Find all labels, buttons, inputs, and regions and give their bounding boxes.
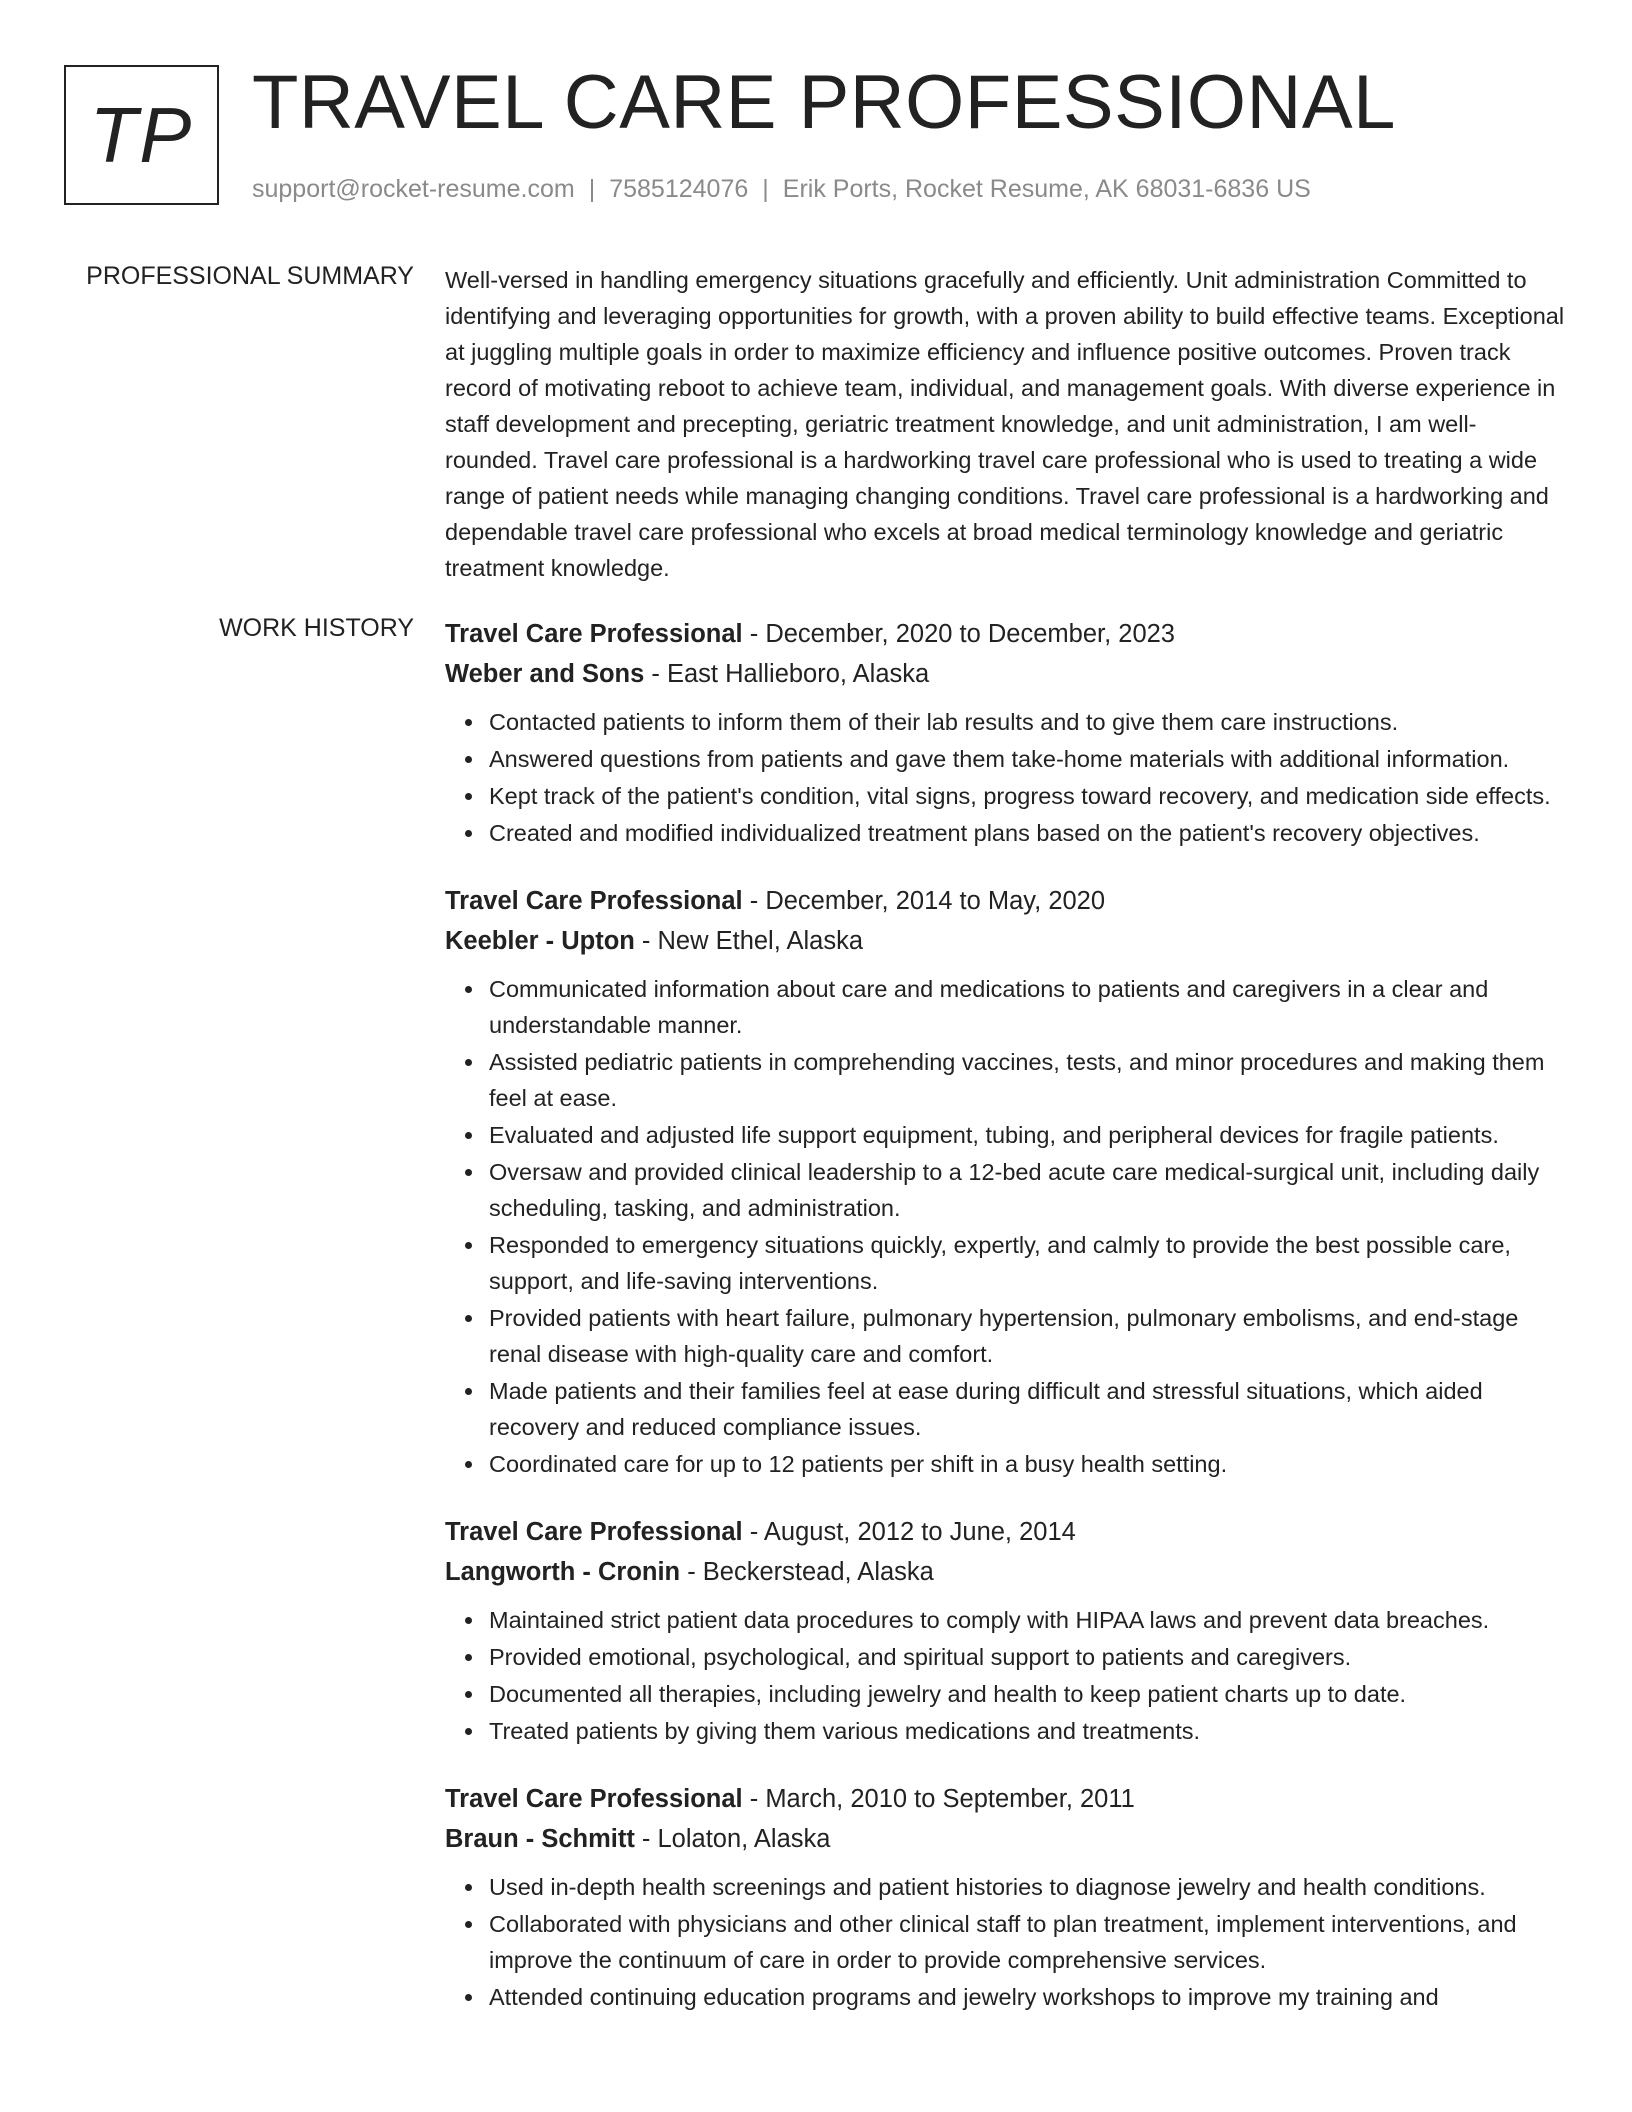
job-bullet: Evaluated and adjusted life support equipment, tubing, and peripheral devices for fragile patients. [489,1117,1565,1153]
job-bullet-list [445,704,1565,851]
job-bullet: Used in-depth health screenings and patient histories to diagnose jewelry and health conditions. [489,1869,1565,1905]
job-bullet-list [445,1602,1565,1749]
job-dates: - March, 2010 to September, 2011 [742,1785,1135,1813]
job-bullet: Provided patients with heart failure, pulmonary hypertension, pulmonary embolisms, and end-stage renal disease with high-quality care and comfort. [489,1300,1565,1372]
job-title-line [445,1512,1565,1552]
job-location: - East Hallieboro, Alaska [644,660,930,688]
job-dates: - December, 2020 to December, 2023 [742,620,1175,648]
job-bullet: Treated patients by giving them various medications and treatments. [489,1713,1565,1749]
contact-email: support@rocket-resume.com [252,175,575,203]
work-history-body [445,614,1565,2045]
contact-phone: 7585124076 [609,175,749,203]
job-location: - Lolaton, Alaska [634,1825,831,1853]
job-entry [445,614,1565,851]
job-bullet: Kept track of the patient's condition, vital signs, progress toward recovery, and medication side effects. [489,778,1565,814]
job-bullet: Created and modified individualized treatment plans based on the patient's recovery objectives. [489,815,1565,851]
job-entry [445,1779,1565,2015]
job-company-line [445,921,1565,961]
summary-text: Well-versed in handling emergency situations gracefully and efficiently. Unit administration Committed to identifying and leveraging opportunities for growth, with a proven ability to build effective teams. Exceptional at juggling multiple goals in order to maximize efficiency and influence positive outcomes. Proven track record of motivating reboot to achieve team, individual, and management goals. With diverse experience in staff development and precepting, geriatric treatment knowledge, and unit administration, I am well-rounded. Travel care professional is a hardworking travel care professional who is used to treating a wide range of patient needs while managing changing conditions. Travel care professional is a hardworking and dependable travel care professional who excels at broad medical terminology knowledge and geriatric treatment knowledge. [445,267,1565,581]
job-dates: - August, 2012 to June, 2014 [742,1518,1076,1546]
job-location: - Beckerstead, Alaska [680,1558,934,1586]
job-location: - New Ethel, Alaska [634,927,864,955]
job-title-line [445,881,1565,921]
job-bullet: Collaborated with physicians and other clinical staff to plan treatment, implement interventions, and improve the continuum of care in order to provide comprehensive services. [489,1906,1565,1978]
job-bullet: Communicated information about care and medications to patients and caregivers in a clear and understandable manner. [489,971,1565,1043]
candidate-name: TRAVEL CARE PROFESSIONAL [252,60,1396,145]
job-bullet: Attended continuing education programs and jewelry workshops to improve my training and [489,1979,1565,2015]
job-bullet-list [445,971,1565,1482]
job-title: Travel Care Professional [445,1785,743,1813]
job-dates: - December, 2014 to May, 2020 [742,887,1106,915]
job-title: Travel Care Professional [445,620,743,648]
job-bullet: Assisted pediatric patients in comprehending vaccines, tests, and minor procedures and making them feel at ease. [489,1044,1565,1116]
job-company-line [445,1819,1565,1859]
contact-separator: | [588,175,596,203]
job-company: Keebler - Upton [445,927,635,955]
job-bullet: Contacted patients to inform them of their lab results and to give them care instructions. [489,704,1565,740]
contact-line [252,175,1311,204]
job-company: Braun - Schmitt [445,1825,635,1853]
job-bullet-list [445,1869,1565,2015]
job-bullet: Maintained strict patient data procedures to comply with HIPAA laws and prevent data breaches. [489,1602,1565,1638]
summary-heading: PROFESSIONAL SUMMARY [86,262,414,290]
contact-separator: | [762,175,769,203]
job-bullet: Provided emotional, psychological, and spiritual support to patients and caregivers. [489,1639,1565,1675]
job-bullet: Made patients and their families feel at ease during difficult and stressful situations, which aided recovery and reduced compliance issues. [489,1373,1565,1445]
job-entry [445,881,1565,1482]
job-bullet: Responded to emergency situations quickly, expertly, and calmly to provide the best possible care, support, and life-saving interventions. [489,1227,1565,1299]
job-title: Travel Care Professional [445,887,743,915]
job-company: Langworth - Cronin [445,1558,681,1586]
job-title-line [445,1779,1565,1819]
contact-address: Erik Ports, Rocket Resume, AK 68031-6836 US [782,175,1311,203]
job-bullet: Oversaw and provided clinical leadership to a 12-bed acute care medical-surgical unit, including daily scheduling, tasking, and administration. [489,1154,1565,1226]
job-bullet: Coordinated care for up to 12 patients per shift in a busy health setting. [489,1446,1565,1482]
monogram-logo: TP [64,65,219,205]
job-title: Travel Care Professional [445,1518,743,1546]
job-company: Weber and Sons [445,660,645,688]
work-history-heading: WORK HISTORY [219,614,414,642]
job-company-line [445,1552,1565,1592]
job-bullet: Documented all therapies, including jewelry and health to keep patient charts up to date. [489,1676,1565,1712]
job-bullet: Answered questions from patients and gave them take-home materials with additional information. [489,741,1565,777]
job-entry [445,1512,1565,1749]
summary-body [445,262,1565,586]
job-company-line [445,654,1565,694]
job-title-line [445,614,1565,654]
